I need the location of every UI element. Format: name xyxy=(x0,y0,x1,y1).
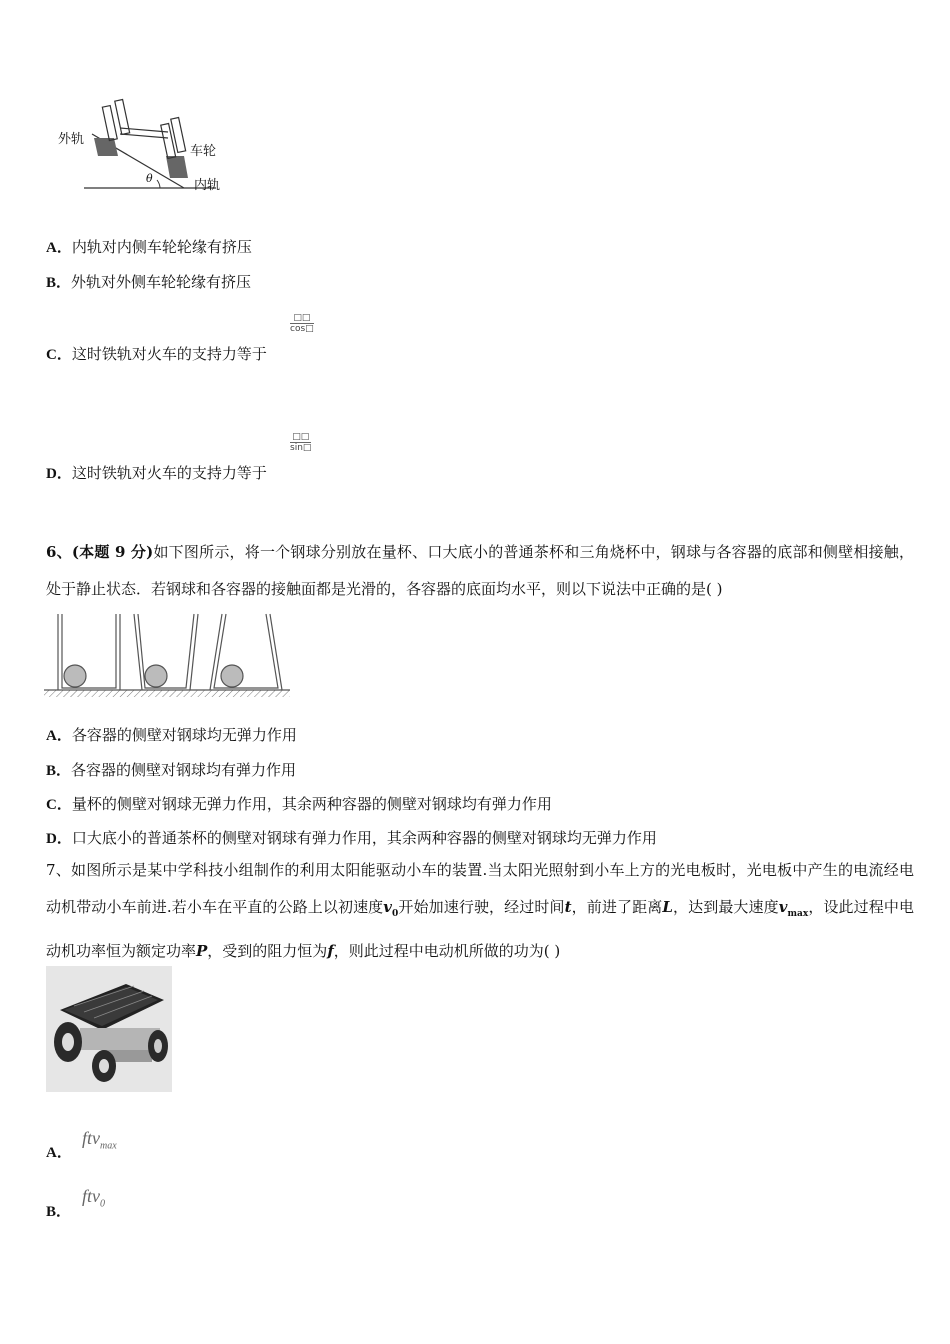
fraction-d xyxy=(290,432,311,453)
option-letter: D． xyxy=(46,466,72,482)
q6-option-a xyxy=(46,724,297,745)
solar-car-icon xyxy=(46,966,172,1092)
option-letter: B． xyxy=(46,763,72,779)
expression-sub: max xyxy=(100,1140,117,1152)
option-letter: C． xyxy=(46,797,72,813)
question-7 xyxy=(46,852,914,970)
symbol-f: f xyxy=(327,942,334,960)
containers-figure xyxy=(44,610,294,702)
fraction-denominator: cos□ xyxy=(290,324,314,334)
inner-rail-label: 内轨 xyxy=(194,178,221,193)
option-letter: A． xyxy=(46,728,72,744)
option-text: 这时铁轨对火车的支持力等于 xyxy=(71,345,267,363)
rail-figure xyxy=(56,94,236,194)
symbol-t: t xyxy=(564,898,572,916)
q7-option-a-expr xyxy=(82,1128,117,1152)
q5-option-c xyxy=(46,343,267,364)
option-letter: A． xyxy=(46,1145,72,1161)
question-score: (本题 9 分) xyxy=(71,543,154,561)
q6-option-b xyxy=(46,759,296,780)
option-text: 量杯的侧壁对钢球无弹力作用，其余两种容器的侧壁对钢球均有弹力作用 xyxy=(71,795,552,813)
q6-option-d xyxy=(46,827,657,848)
symbol-v0: v xyxy=(383,898,393,916)
question-text: 如下图所示，将一个钢球分别放在量杯、口大底小的普通茶杯和三角烧杯中，钢球与各容器的底部和侧壁相接触，处于静止状态．若钢球和各容器的接触面都是光滑的，各容器的底面均水平，则以下说法中正确的是( ) xyxy=(46,543,915,598)
q7-option-a xyxy=(46,1141,72,1162)
question-text-7: ，则此过程中电动机所做的功为( ) xyxy=(333,942,561,960)
question-text-1: 如图所示是某中学科技小组制作的利用太阳能驱动小车的装置.当太阳光照射到小车上方的光电板时，光电板中产生的电流经电动机带动小车前进.若小车在平直的公路上以初速度 xyxy=(46,861,914,916)
option-text: 这时铁轨对火车的支持力等于 xyxy=(71,464,267,482)
question-text-4: ，达到最大速度 xyxy=(672,898,779,916)
question-number: 7、 xyxy=(46,861,72,879)
option-text: 各容器的侧壁对钢球均有弹力作用 xyxy=(71,761,297,779)
q5-option-a xyxy=(46,236,252,257)
fraction-numerator: □□ xyxy=(290,313,314,324)
question-text-3: ，前进了距离 xyxy=(571,898,663,916)
symbol-vmax-sub: max xyxy=(787,909,809,919)
angle-label: θ xyxy=(146,172,153,185)
question-text-2: 开始加速行驶，经过时间 xyxy=(398,898,565,916)
fraction-numerator: □□ xyxy=(290,432,311,443)
option-text: 各容器的侧壁对钢球均无弹力作用 xyxy=(71,726,297,744)
expression: ftv xyxy=(82,1128,100,1148)
question-text-6: ，受到的阻力恒为 xyxy=(207,942,328,960)
outer-rail-label: 外轨 xyxy=(58,132,85,147)
option-text: 外轨对外侧车轮轮缘有挤压 xyxy=(71,273,252,291)
option-letter: C． xyxy=(46,347,72,363)
solar-car-photo xyxy=(46,966,172,1092)
symbol-L: L xyxy=(662,898,673,916)
option-text: 口大底小的普通茶杯的侧壁对钢球有弹力作用，其余两种容器的侧壁对钢球均无弹力作用 xyxy=(71,829,657,847)
option-letter: D． xyxy=(46,831,72,847)
symbol-vmax: v xyxy=(778,898,788,916)
question-number: 6、 xyxy=(46,543,72,561)
option-letter: A． xyxy=(46,240,72,256)
question-text-5: ，设此过程中电动机功率恒为额定功率 xyxy=(46,898,914,960)
q5-option-d xyxy=(46,462,267,483)
option-letter: B． xyxy=(46,275,72,291)
wheel-label: 车轮 xyxy=(190,144,217,159)
symbol-v0-sub: 0 xyxy=(392,909,399,919)
option-letter: B． xyxy=(46,1204,72,1220)
fraction-denominator: sin□ xyxy=(290,443,312,453)
symbol-P: P xyxy=(196,942,208,960)
q5-option-b xyxy=(46,271,251,292)
q7-option-b xyxy=(46,1200,71,1221)
option-text: 内轨对内侧车轮轮缘有挤压 xyxy=(71,238,252,256)
fraction-c xyxy=(290,313,314,334)
expression: ftv xyxy=(82,1186,100,1206)
q7-option-b-expr xyxy=(82,1186,105,1210)
q6-option-c xyxy=(46,793,552,814)
expression-sub: 0 xyxy=(100,1198,105,1210)
question-6 xyxy=(46,534,914,608)
